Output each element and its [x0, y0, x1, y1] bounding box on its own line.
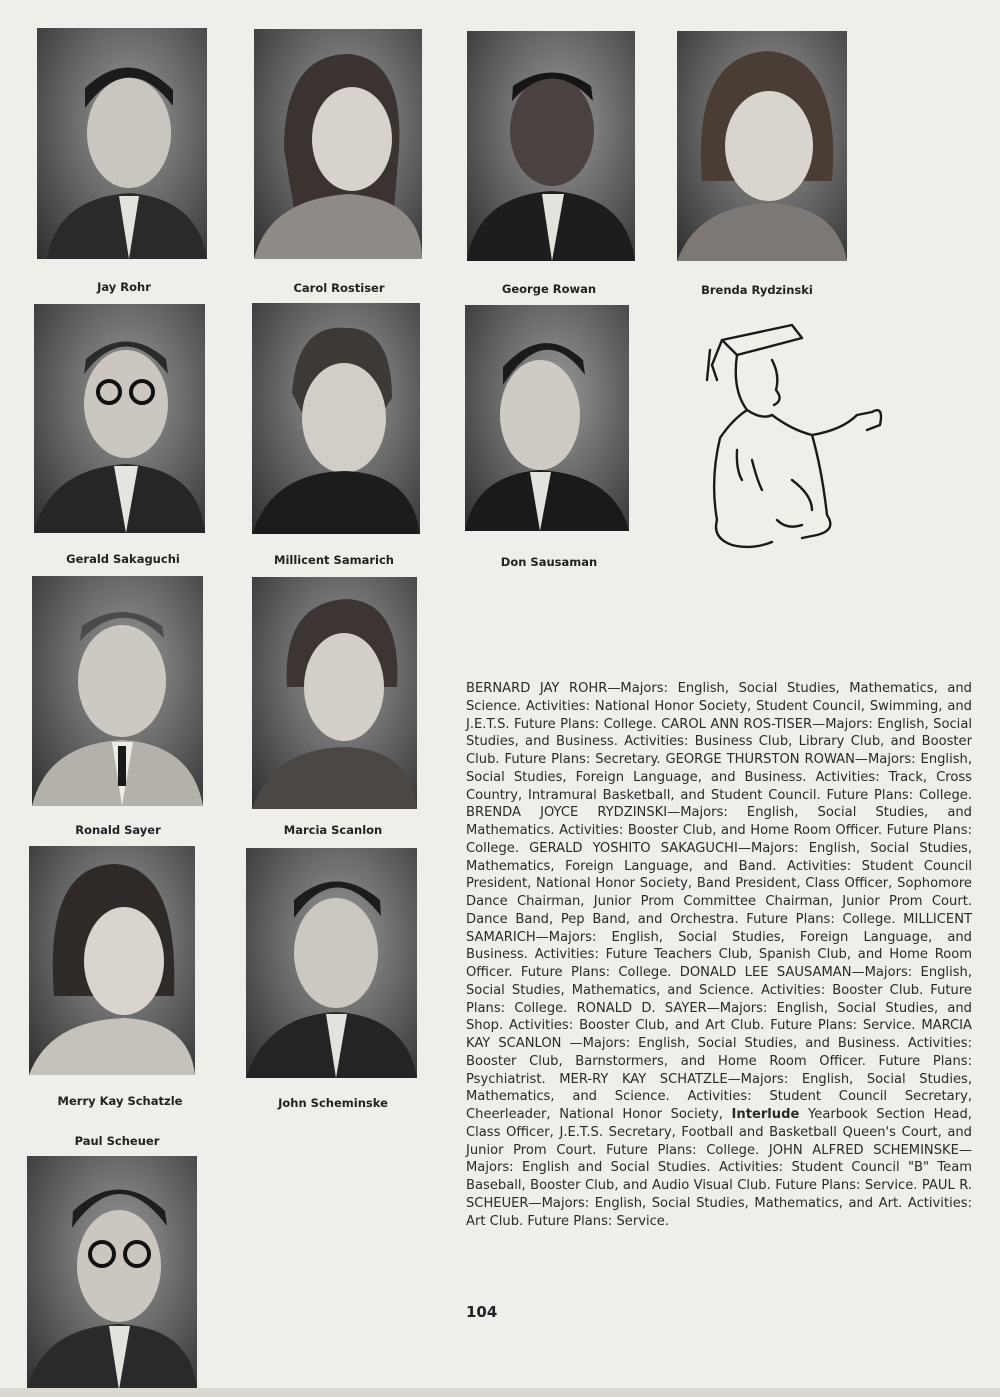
student-name: George Rowan [501, 282, 597, 296]
student-name: Millicent Samarich [274, 553, 394, 567]
biography-text-continued: Yearbook Section Head, Class Officer, J.E.T.S. Secretary, Football and Basketball Queen's Court, and Junior Prom Court. Future Plans: College. JOHN ALFRED SCHEMINSKE—Majors: English and Social Studies. Activities: Student Council "B" Team Baseball, Booster Club, and Audio Visual Club. Future Plans: Service. PAUL R. SCHEUER—Majors: English, Social Studies, Mathematics, and Art. Activities: Art Club. Future Plans: Service. [466, 1107, 972, 1229]
portrait-photo [34, 304, 205, 533]
student-name: Merry Kay Schatzle [57, 1094, 183, 1108]
student-name: Jay Rohr [97, 280, 151, 294]
student-name: Carol Rostiser [293, 281, 385, 295]
student-name: Brenda Rydzinski [701, 283, 813, 297]
portrait-photo [677, 31, 847, 261]
student-name: Paul Scheuer [74, 1134, 160, 1148]
biography-text: BERNARD JAY ROHR—Majors: English, Social Studies, Mathematics, and Science. Activities: National Honor Society, Student Council, Swimming, and J.E.T.S. Future Plans: College. CAROL ANN ROS-TISER—Majors: English, Social Studies, and Business. Activities: Business Club, Library Club, and Booster Club. Future Plans: Secretary. GEORGE THURSTON ROWAN—Majors: English, Social Studies, Foreign Language, and Business. Activities: Track, Cross Country, Intramural Basketball, and Student Council. Future Plans: College. BRENDA JOYCE RYDZINSKI—Majors: English, Social Studies, and Mathematics. Activities: Booster Club, and Home Room Officer. Future Plans: College. GERALD YOSHITO SAKAGUCHI—Majors: English, Social Studies, Mathematics, Foreign Language, and Band. Activities: Student Council President, National Honor Society, Band President, Class Officer, Sophomore Dance Chairman, Junior Prom Committee Chairman, Junior Prom Court. Dance Band, Pep Band, and Orchestra. Future Plans: College. MILLICENT SAMARICH—Majors: English, Social Studies, Foreign Language, and Business. Activities: Future Teachers Club, Spanish Club, and Home Room Officer. Future Plans: College. DONALD LEE SAUSAMAN—Majors: English, Social Studies, Mathematics, and Science. Activities: Booster Club. Future Plans: College. RONALD D. SAYER—Majors: English, Social Studies, and Shop. Activities: Booster Club, and Art Club. Future Plans: Service. MARCIA KAY SCANLON —Majors: English, Social Studies, and Business. Activities: Booster Club, Barnstormers, and Home Room Officer. Future Plans: Psychiatrist. MER-RY KAY SCHATZLE—Majors: English, Social Studies, Mathematics, and Science. Activities: Student Council Secretary, Cheerleader, National Honor Society, [466, 681, 972, 1122]
portrait-photo [467, 31, 635, 261]
portrait-photo [252, 577, 417, 809]
student-name: Don Sausaman [500, 555, 598, 569]
page-bottom-edge [0, 1388, 1000, 1397]
student-name: Ronald Sayer [75, 823, 161, 837]
portrait-photo [32, 576, 203, 806]
portrait-photo [29, 846, 195, 1075]
portrait-photo [27, 1156, 197, 1390]
page-number: 104 [466, 1303, 498, 1321]
student-name: Gerald Sakaguchi [66, 552, 180, 566]
graduate-illustration [692, 320, 902, 552]
portrait-photo [252, 303, 420, 534]
student-name: John Scheminske [278, 1096, 388, 1110]
portrait-photo [254, 29, 422, 259]
yearbook-title: Interlude [731, 1107, 800, 1122]
student-biographies [466, 680, 972, 1230]
student-name: Marcia Scanlon [283, 823, 383, 837]
portrait-photo [37, 28, 207, 259]
portrait-photo [465, 305, 629, 531]
portrait-photo [246, 848, 417, 1078]
